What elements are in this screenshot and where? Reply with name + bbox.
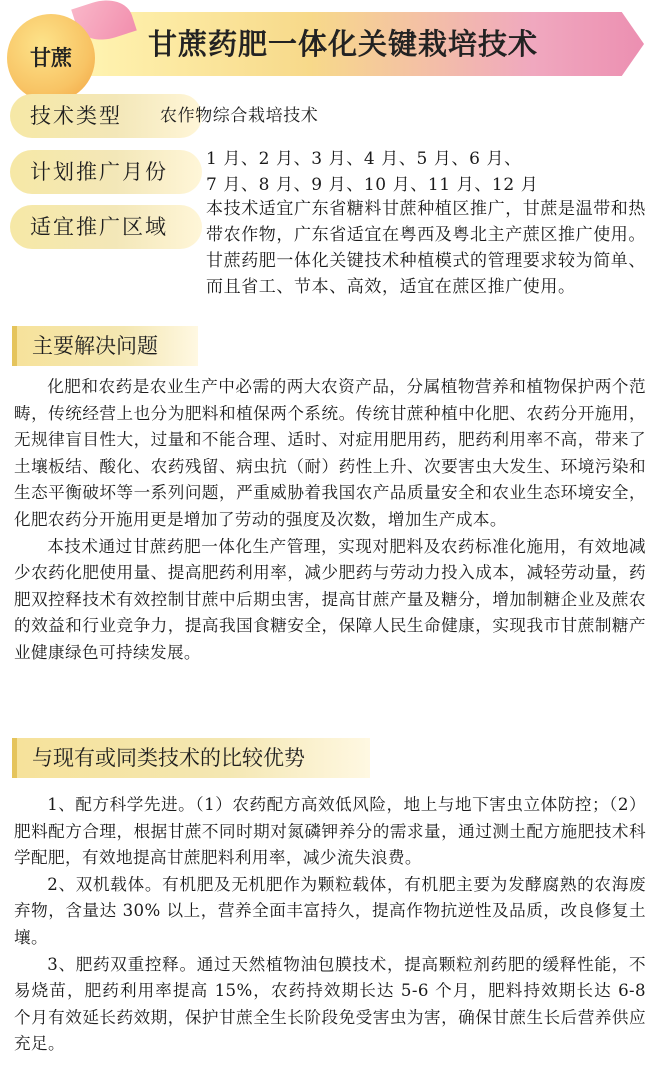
tech-type-label: 技术类型 [10, 94, 202, 138]
advantages-paragraph-1: 1、配方科学先进。（1）农药配方高效低风险，地上与地下害虫立体防控；（2）肥料配方合理，根据甘蔗不同时期对氮磷钾养分的需求量，通过测土配方施肥技术科学配肥，有效地提高甘蔗肥料利用率，减少流失浪费。 [14, 795, 646, 868]
region-label: 适宜推广区域 [10, 205, 202, 249]
crop-badge-label: 甘蔗 [30, 46, 72, 70]
page-title: 甘蔗药肥一体化关键栽培技术 [148, 27, 539, 61]
problems-body [14, 374, 646, 667]
problems-paragraph-1: 化肥和农药是农业生产中必需的两大农资产品，分属植物营养和植物保护两个范畴，传统经营上也分为肥料和植保两个系统。传统甘蔗种植中化肥、农药分开施用，无规律盲目性大，过量和不能合理、适时、对症用肥用药，肥药利用率不高，带来了土壤板结、酸化、农药残留、病虫抗（耐）药性上升、次要害虫大发生、环境污染和生态平衡破坏等一系列问题，严重威胁着我国农产品质量安全和农业生态环境安全，化肥农药分开施用更是增加了劳动的强度及次数，增加生产成本。 [14, 377, 646, 529]
advantages-paragraph-3: 3、肥药双重控释。通过天然植物油包膜技术，提高颗粒剂药肥的缓释性能，不易烧苗，肥药利用率提高 15%，农药持效期长达 5-6 个月，肥料持效期长达 6-8 个月有效延长药效期，保护甘蔗全生长阶段免受害虫为害，确保甘蔗生长后营养供应充足。 [14, 954, 646, 1054]
months-value [206, 146, 646, 198]
months-line-2: 7 月、8 月、9 月、10 月、11 月、12 月 [206, 175, 539, 195]
months-line-1: 1 月、2 月、3 月、4 月、5 月、6 月、 [206, 149, 522, 169]
problems-paragraph-2: 本技术通过甘蔗药肥一体化生产管理，实现对肥料及农药标准化施用，有效地减少农药化肥使用量、提高肥药利用率，减少肥药与劳动力投入成本，减轻劳动量，药肥双控释技术有效控制甘蔗中后期虫害，提高甘蔗产量及糖分，增加制糖企业及蔗农的效益和行业竞争力，提高我国食糖安全，保障人民生命健康，实现我市甘蔗制糖产业健康绿色可持续发展。 [14, 536, 646, 662]
problems-heading: 主要解决问题 [12, 326, 198, 366]
advantages-paragraph-2: 2、双机载体。有机肥及无机肥作为颗粒载体，有机肥主要为发酵腐熟的农海废弃物，含量达 30% 以上，营养全面丰富持久，提高作物抗逆性及品质，改良修复土壤。 [14, 874, 646, 947]
region-value: 本技术适宜广东省糖料甘蔗种植区推广，甘蔗是温带和热带农作物，广东省适宜在粤西及粤北主产蔗区推广使用。甘蔗药肥一体化关键技术种植模式的管理要求较为简单、而且省工、节本、高效，适宜在蔗区推广使用。 [206, 199, 646, 297]
advantages-body [14, 792, 646, 1058]
tech-type-value: 农作物综合栽培技术 [160, 106, 319, 126]
advantages-heading: 与现有或同类技术的比较优势 [12, 738, 370, 778]
months-label: 计划推广月份 [10, 150, 202, 194]
